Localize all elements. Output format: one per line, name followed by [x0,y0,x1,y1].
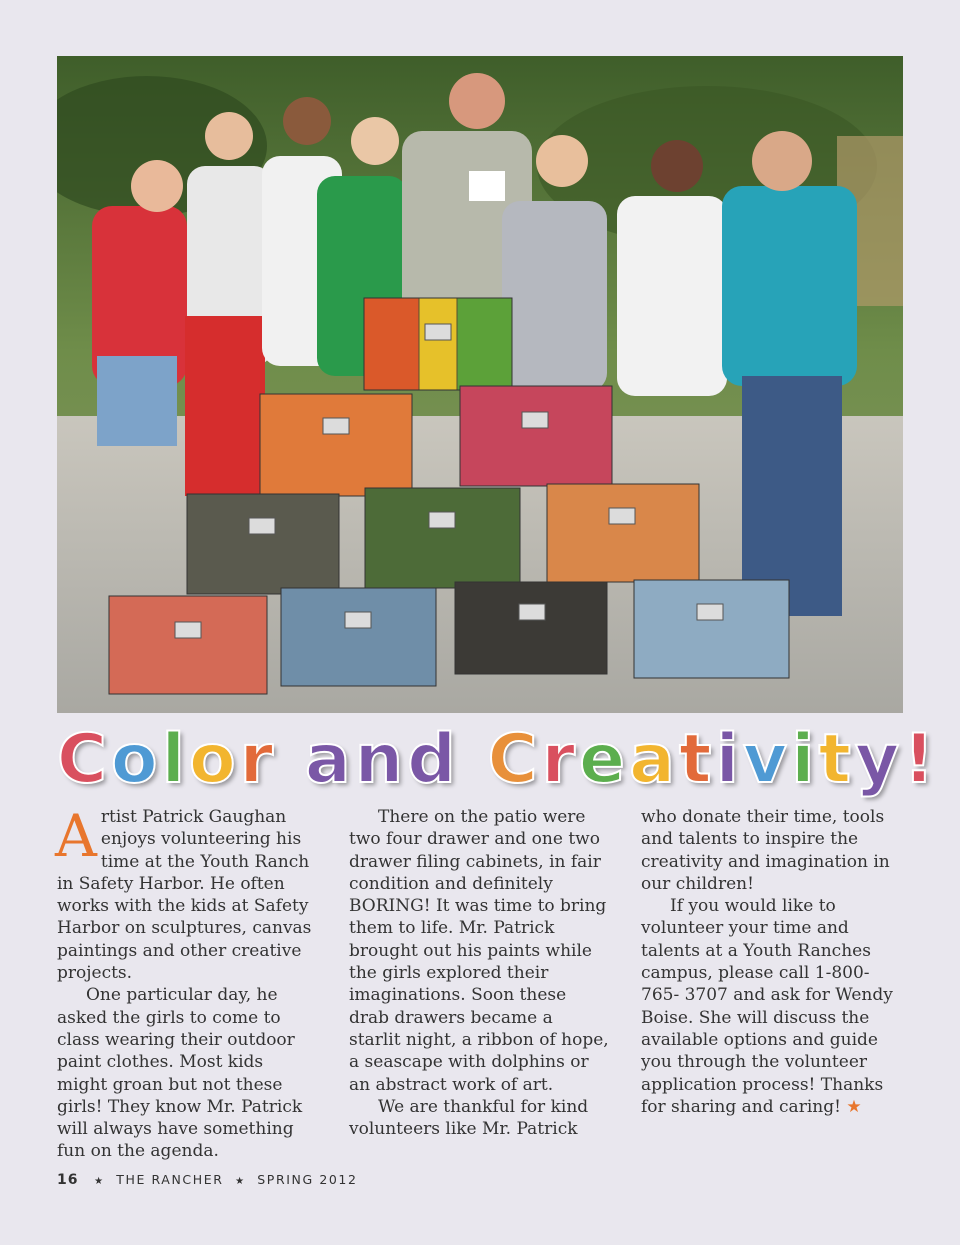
paragraph-text: rtist Patrick Gaughan enjoys volunteering his time at the Youth Ranch in Safety Harbor. He often works with the kids at Safety Harbor on sculptures, canvas paintings and other creative projects. [57,807,312,984]
headline-letter: v [742,720,792,799]
headline-letter: r [239,720,278,799]
end-star-icon: ★ [846,1096,862,1117]
publication-name: THE RANCHER [116,1172,224,1187]
group-photo-painted-drawers-icon [57,56,903,713]
article-column-1 [55,802,317,1163]
star-separator-icon: ★ [94,1176,105,1187]
paragraph [55,802,317,984]
paragraph: who donate their time, tools and talents to inspire the creativity and imagination in our children! [641,807,890,894]
star-separator-icon: ★ [235,1176,246,1187]
headline-letter: C [57,720,111,799]
headline-letter: d [407,720,460,799]
headline-letter: n [354,720,408,799]
headline-letter: r [541,720,580,799]
headline-letter: ! [903,720,939,799]
drop-cap: A [55,802,97,870]
paragraph: There on the patio were two four drawer and one two drawer filing cabinets, in fair condition and definitely BORING! It was time to bring them to life. Mr. Patrick brought out his paints while the girls explored their imaginations. Soon these drab drawers became a starlit night, a ribbon of hope, a seascape with dolphins or an abstract work of art. [349,807,609,1095]
paragraph [641,895,901,1118]
issue-label: SPRING 2012 [257,1172,358,1187]
headline-letter: o [188,720,240,799]
headline-letter: a [304,720,355,799]
headline-letter: t [818,720,856,799]
headline-letter: o [110,720,162,799]
page-footer [57,1172,358,1192]
paragraph: One particular day, he asked the girls to come to class wearing their outdoor paint clothes. Most kids might groan but not these girls! They know Mr. Patrick will always have something fun on the agenda. [57,985,303,1162]
headline-letter: t [679,720,716,799]
headline-letter: e [579,720,630,799]
headline-letter: C [487,720,542,799]
headline-letter: y [855,720,904,799]
headline-letter: l [161,720,189,799]
headline-letter: a [629,720,680,799]
headline-letter: i [791,720,819,799]
article-column-2 [349,806,609,1163]
paragraph: We are thankful for kind volunteers like Mr. Patrick [349,1096,589,1140]
paragraph-text: If you would like to volunteer your time and talents at a Youth Ranches campus, please call 1-800-765- 3707 and ask for Wendy Boise. She will discuss the available options and guide you through the volunteer application process! Thanks for sharing and caring! [641,896,893,1117]
headline-space [277,720,305,799]
headline-space [460,720,488,799]
page-number: 16 [57,1172,79,1188]
headline [57,720,939,800]
article-body [55,802,903,1163]
headline-letter: i [715,720,743,799]
article-column-3 [641,806,901,1163]
group-photo [57,56,903,713]
